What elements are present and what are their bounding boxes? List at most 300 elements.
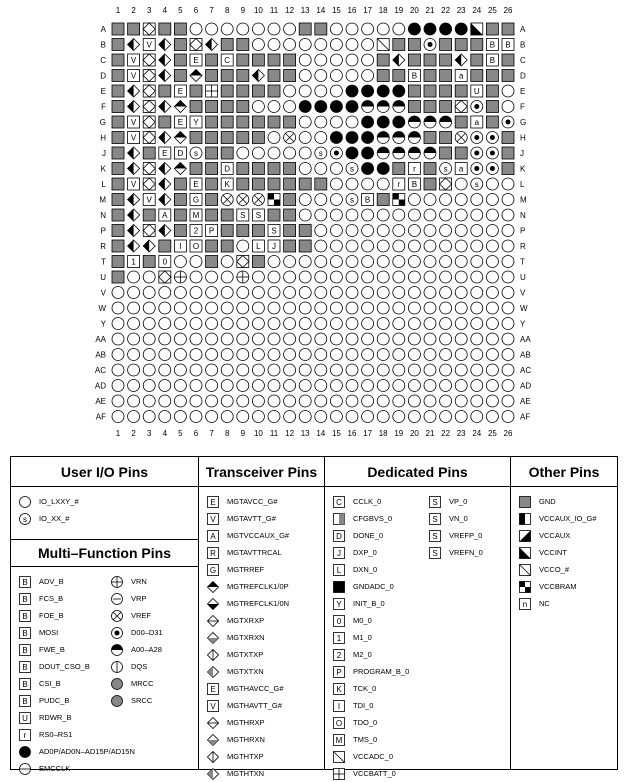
svg-text:E: E <box>193 180 199 189</box>
pin <box>252 240 264 252</box>
pin <box>346 23 358 35</box>
legend-item-label: CCLK_0 <box>353 497 382 506</box>
row-label: A <box>100 25 106 34</box>
pin <box>112 256 124 268</box>
pin <box>315 380 327 392</box>
pin <box>330 364 342 376</box>
pin <box>393 411 405 423</box>
pin <box>174 116 186 128</box>
pin <box>190 225 202 237</box>
column-label: 7 <box>209 6 214 15</box>
pin <box>502 271 514 283</box>
pin <box>190 132 202 144</box>
svg-text:B: B <box>22 679 28 689</box>
svg-text:C: C <box>224 56 231 65</box>
svg-text:Y: Y <box>193 118 199 127</box>
sq-R-icon <box>207 547 219 559</box>
legend-item-label: VREFN_0 <box>449 548 483 557</box>
legend-item <box>19 760 111 777</box>
diamond-v-icon <box>207 649 219 661</box>
legend-item-label: TDI_0 <box>353 701 374 710</box>
pin <box>299 287 311 299</box>
pin <box>424 395 436 407</box>
legend-item <box>19 607 111 624</box>
pin <box>486 54 498 66</box>
legend-item <box>111 641 198 658</box>
svg-text:2: 2 <box>336 650 342 660</box>
pin <box>440 178 452 190</box>
svg-text:A: A <box>210 531 216 541</box>
pin <box>393 349 405 361</box>
row-label: L <box>101 180 106 189</box>
legend-item <box>111 624 198 641</box>
legend-item-label: CFGBVS_0 <box>353 514 393 523</box>
legend-transceiver-column <box>199 457 325 778</box>
row-label: AC <box>94 366 106 375</box>
legend-item <box>111 675 198 692</box>
pin <box>330 178 342 190</box>
legend-item-label: VCCAUX_IO_G# <box>539 514 597 523</box>
pin <box>377 39 389 51</box>
pin <box>377 70 389 82</box>
pin <box>268 349 280 361</box>
pin <box>221 163 233 175</box>
pin <box>206 271 218 283</box>
pin <box>159 240 171 252</box>
pin <box>252 85 264 97</box>
column-label: 4 <box>162 429 168 438</box>
pin <box>486 364 498 376</box>
circle-grey-icon <box>111 678 123 690</box>
pin <box>206 116 218 128</box>
legend-item <box>429 510 509 527</box>
pin <box>393 39 405 51</box>
pin <box>346 318 358 330</box>
pin <box>299 132 311 144</box>
pin <box>440 132 452 144</box>
user-io-list <box>11 487 198 539</box>
pin <box>408 271 420 283</box>
pin <box>237 116 249 128</box>
legend-item-label: VREF <box>131 611 152 620</box>
pin <box>424 349 436 361</box>
pin <box>362 271 374 283</box>
pin <box>284 240 296 252</box>
pin <box>299 364 311 376</box>
column-label: 21 <box>425 6 435 15</box>
pin <box>252 23 264 35</box>
pin <box>299 178 311 190</box>
pin <box>174 39 186 51</box>
diamond-h-icon <box>207 717 219 729</box>
pin <box>299 101 311 113</box>
legend-item-label: DXN_0 <box>353 565 378 574</box>
pin <box>206 302 218 314</box>
legend-other-column <box>511 457 617 769</box>
pin <box>377 209 389 221</box>
pin <box>237 147 249 159</box>
pin <box>237 240 249 252</box>
pin <box>221 178 233 190</box>
pin <box>159 194 171 206</box>
pin <box>299 39 311 51</box>
pin <box>502 395 514 407</box>
svg-text:V: V <box>130 71 137 81</box>
pin <box>502 23 514 35</box>
pin <box>174 194 186 206</box>
pin <box>174 132 186 144</box>
row-label: B <box>520 40 526 50</box>
pin <box>440 380 452 392</box>
legend-item <box>519 510 617 527</box>
pin <box>252 194 264 206</box>
pin <box>377 116 389 128</box>
pin <box>455 101 467 113</box>
pin <box>362 85 374 97</box>
pin <box>486 39 498 51</box>
svg-text:J: J <box>272 242 276 251</box>
pin <box>112 271 124 283</box>
pin <box>408 287 420 299</box>
pin <box>502 54 514 66</box>
row-label: J <box>102 149 106 158</box>
row-label: A <box>520 25 526 34</box>
pin <box>502 411 514 423</box>
pin <box>502 39 514 51</box>
pin <box>221 209 233 221</box>
pin <box>252 132 264 144</box>
pin <box>284 147 296 159</box>
pin <box>221 380 233 392</box>
pin <box>346 333 358 345</box>
pin <box>440 364 452 376</box>
pin <box>159 23 171 35</box>
pin <box>190 178 202 190</box>
pin <box>455 287 467 299</box>
sq-B-icon <box>19 610 31 622</box>
pin <box>346 178 358 190</box>
pin <box>143 85 155 97</box>
pin <box>268 85 280 97</box>
pin <box>362 39 374 51</box>
pin <box>190 70 202 82</box>
column-label: 16 <box>347 429 357 438</box>
pin <box>268 70 280 82</box>
legend-item <box>333 680 429 697</box>
legend-item-label: M0_0 <box>353 616 372 625</box>
row-label: R <box>520 242 526 251</box>
legend-item <box>19 510 198 527</box>
pin <box>502 225 514 237</box>
pin <box>315 116 327 128</box>
pin <box>424 333 436 345</box>
pin <box>190 271 202 283</box>
pin <box>362 132 374 144</box>
pin <box>362 287 374 299</box>
sq-S-icon <box>429 496 441 508</box>
pin <box>221 318 233 330</box>
pin <box>315 318 327 330</box>
pin <box>190 163 202 175</box>
svg-text:E: E <box>177 118 184 127</box>
column-label: 1 <box>115 429 121 438</box>
row-label: AA <box>520 335 531 344</box>
legend-item-label: VCCINT <box>539 548 567 557</box>
legend-item-label: MGTAVTT_G# <box>227 514 276 523</box>
pin <box>330 240 342 252</box>
pin <box>190 209 202 221</box>
legend-item <box>333 748 429 765</box>
column-label: 10 <box>253 429 263 438</box>
pin <box>112 349 124 361</box>
pin <box>159 132 171 144</box>
pin <box>440 240 452 252</box>
pin <box>471 256 483 268</box>
pin <box>377 395 389 407</box>
pin <box>190 411 202 423</box>
legend-item <box>19 709 111 726</box>
legend-item-label: MGTXRXP <box>227 616 265 625</box>
pin <box>455 194 467 206</box>
legend-item-label: M2_0 <box>353 650 372 659</box>
pin <box>159 287 171 299</box>
svg-text:V: V <box>210 701 216 711</box>
pin <box>377 256 389 268</box>
column-label: 9 <box>240 429 246 438</box>
pin <box>252 101 264 113</box>
pin <box>237 287 249 299</box>
column-label: 3 <box>146 429 152 438</box>
pin <box>159 333 171 345</box>
pin <box>455 225 467 237</box>
pin <box>112 364 124 376</box>
pin <box>252 271 264 283</box>
pin <box>174 411 186 423</box>
column-label: 21 <box>425 429 435 438</box>
pin <box>112 333 124 345</box>
user-io-title: User I/O Pins <box>11 457 198 487</box>
pin <box>237 349 249 361</box>
pin <box>455 271 467 283</box>
pin <box>330 101 342 113</box>
pin <box>502 333 514 345</box>
pin <box>346 411 358 423</box>
pin <box>284 380 296 392</box>
column-label: 5 <box>178 6 183 15</box>
legend-item-label: RS0–RS1 <box>39 730 73 739</box>
pin <box>486 85 498 97</box>
legend-item <box>19 726 111 743</box>
pin <box>486 240 498 252</box>
legend-item <box>111 607 198 624</box>
pin <box>440 333 452 345</box>
pin <box>408 132 420 144</box>
pin <box>268 194 280 206</box>
pin <box>393 70 405 82</box>
pin <box>206 101 218 113</box>
pin <box>424 287 436 299</box>
pin <box>128 209 140 221</box>
column-label: 12 <box>285 429 295 438</box>
pin <box>284 23 296 35</box>
pin <box>315 333 327 345</box>
legend-item <box>333 493 429 510</box>
pin <box>237 209 249 221</box>
pin <box>393 287 405 299</box>
svg-text:E: E <box>162 149 168 158</box>
pin <box>362 147 374 159</box>
row-label: AC <box>520 366 532 375</box>
pin <box>315 132 327 144</box>
pin <box>206 256 218 268</box>
pin <box>502 209 514 221</box>
row-label: AF <box>95 412 106 422</box>
pin <box>393 302 405 314</box>
pin <box>408 23 420 35</box>
pin <box>143 178 155 190</box>
pin <box>471 364 483 376</box>
pin <box>252 163 264 175</box>
pin <box>221 147 233 159</box>
sq-B-icon <box>19 695 31 707</box>
legend-item <box>333 527 429 544</box>
pin <box>502 287 514 299</box>
pin <box>206 194 218 206</box>
pin <box>143 23 155 35</box>
sq-B-icon <box>19 627 31 639</box>
circle-vline-icon <box>111 661 123 673</box>
pin <box>346 101 358 113</box>
row-label: R <box>100 242 106 251</box>
pin <box>237 178 249 190</box>
sq-J-icon <box>333 547 345 559</box>
pin <box>284 256 296 268</box>
pin <box>486 178 498 190</box>
pin <box>377 364 389 376</box>
pin <box>252 178 264 190</box>
pin <box>346 271 358 283</box>
legend-item-label: TMS_0 <box>353 735 378 744</box>
pin <box>440 411 452 423</box>
pin <box>112 302 124 314</box>
pin <box>237 54 249 66</box>
pin <box>362 318 374 330</box>
pin <box>455 256 467 268</box>
pin <box>190 101 202 113</box>
pin <box>159 318 171 330</box>
svg-text:V: V <box>130 56 137 65</box>
pin <box>315 271 327 283</box>
pin <box>221 39 233 51</box>
pin <box>190 85 202 97</box>
svg-text:s: s <box>443 164 448 174</box>
pin <box>471 209 483 221</box>
pin <box>393 116 405 128</box>
pin <box>440 54 452 66</box>
pin <box>408 147 420 159</box>
pin <box>393 178 405 190</box>
pin <box>377 101 389 113</box>
pin <box>143 101 155 113</box>
pin <box>237 333 249 345</box>
pin <box>299 302 311 314</box>
pin <box>330 380 342 392</box>
pin <box>377 271 389 283</box>
pin <box>393 132 405 144</box>
svg-text:E: E <box>177 87 184 96</box>
pin <box>284 194 296 206</box>
pin <box>268 163 280 175</box>
column-label: 19 <box>394 429 404 438</box>
pin <box>159 178 171 190</box>
legend-item-label: TDO_0 <box>353 718 378 727</box>
legend-item <box>111 658 198 675</box>
pin <box>252 302 264 314</box>
pin <box>299 54 311 66</box>
pin <box>455 54 467 66</box>
row-label: M <box>520 195 527 205</box>
pin <box>315 287 327 299</box>
pin <box>128 302 140 314</box>
legend-item <box>333 510 429 527</box>
pin <box>174 54 186 66</box>
row-label: AB <box>520 350 531 360</box>
pin <box>362 333 374 345</box>
pin <box>128 85 140 97</box>
pin <box>330 147 342 159</box>
pin <box>299 116 311 128</box>
pin <box>377 225 389 237</box>
column-label: 14 <box>316 6 326 15</box>
legend-item <box>19 573 111 590</box>
pin <box>440 85 452 97</box>
pin <box>408 380 420 392</box>
pin <box>408 163 420 175</box>
pin <box>128 116 140 128</box>
legend-item <box>207 680 324 697</box>
pin <box>237 39 249 51</box>
pin <box>408 318 420 330</box>
pin <box>143 318 155 330</box>
pin <box>440 302 452 314</box>
pin <box>206 147 218 159</box>
pin <box>174 147 186 159</box>
pin <box>471 318 483 330</box>
pin <box>424 85 436 97</box>
svg-text:S: S <box>271 226 277 236</box>
row-label: AD <box>94 381 106 391</box>
column-label: 25 <box>487 429 497 438</box>
pin <box>455 333 467 345</box>
circle-icon <box>19 496 31 508</box>
row-label: C <box>100 56 106 65</box>
pin <box>143 132 155 144</box>
legend-item-label: VREFP_0 <box>449 531 483 540</box>
pin <box>315 85 327 97</box>
pin <box>471 194 483 206</box>
pin <box>377 318 389 330</box>
pin <box>471 178 483 190</box>
pin <box>128 240 140 252</box>
legend-item-label: MGTVCCAUX_G# <box>227 531 290 540</box>
pin <box>221 271 233 283</box>
pin <box>252 395 264 407</box>
sq-tri-black-icon <box>519 530 531 542</box>
row-label: T <box>520 257 525 267</box>
pin <box>284 178 296 190</box>
legend-item <box>333 765 429 782</box>
pin <box>315 302 327 314</box>
